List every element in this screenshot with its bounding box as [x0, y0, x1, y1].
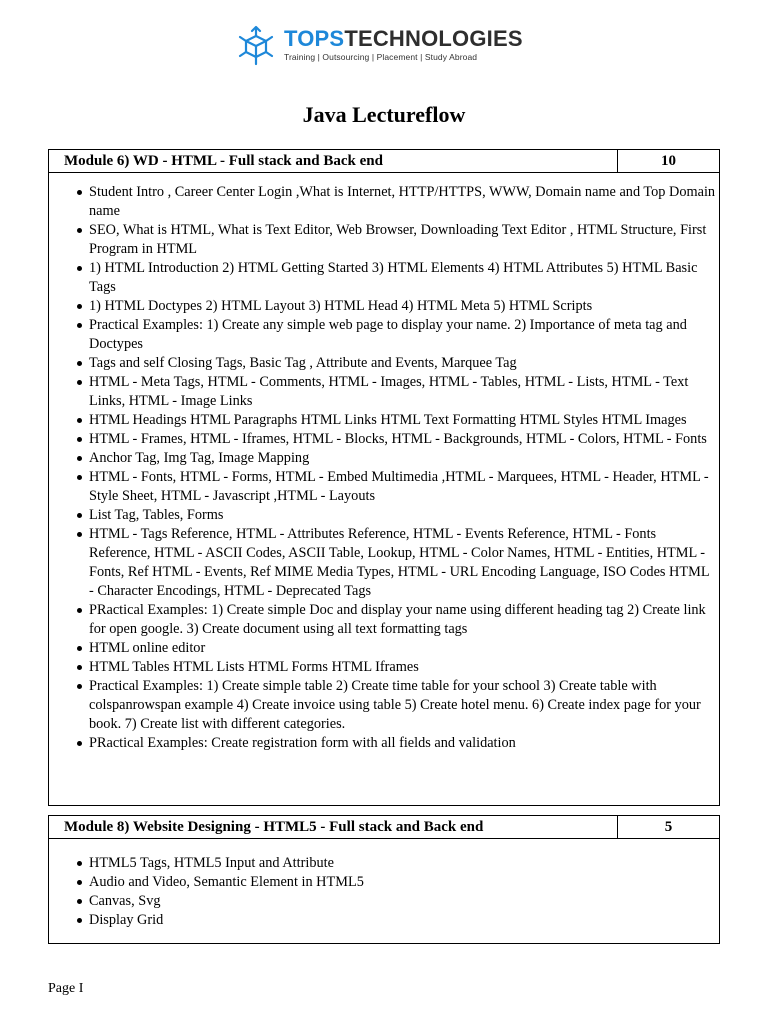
- brand-tagline: Training | Outsourcing | Placement | Study Abroad: [284, 52, 478, 62]
- module-6-table: [48, 149, 720, 806]
- company-header: [236, 24, 536, 70]
- list-item: HTML - Fonts, HTML - Forms, HTML - Embed Multimedia ,HTML - Marquees, HTML - Header, HTML - Style Sheet, HTML - Javascript ,HTML - Layouts: [89, 468, 719, 506]
- module-hours: 10: [661, 153, 676, 169]
- list-item: Practical Examples: 1) Create any simple web page to display your name. 2) Importance of meta tag and Doctypes: [89, 316, 719, 354]
- document-title: Java Lectureflow: [302, 102, 466, 127]
- list-item: Student Intro , Career Center Login ,What is Internet, HTTP/HTTPS, WWW, Domain name and Top Domain name: [89, 183, 719, 221]
- list-item: PRactical Examples: 1) Create simple Doc and display your name using different heading tag 2) Create link for open google. 3) Create document using all text formatting tags: [89, 601, 719, 639]
- list-item: PRactical Examples: Create registration form with all fields and validation: [89, 734, 719, 753]
- module-hours: 5: [664, 819, 673, 835]
- cube-network-icon: [236, 24, 276, 68]
- list-item: List Tag, Tables, Forms: [89, 506, 719, 525]
- module-8-table: [48, 815, 720, 944]
- list-item: SEO, What is HTML, What is Text Editor, Web Browser, Downloading Text Editor , HTML Structure, First Program in HTML: [89, 221, 719, 259]
- list-item: Practical Examples: 1) Create simple table 2) Create time table for your school 3) Create table with colspanrowspan example 4) Create invoice using table 5) Create hotel menu. 6) Create index page for your book. 7) Create list with different categories.: [89, 677, 719, 734]
- list-item: HTML - Tags Reference, HTML - Attributes Reference, HTML - Events Reference, HTML - Fonts Reference, HTML - ASCII Codes, ASCII Table, Lookup, HTML - Color Names, HTML - Entities, HTML - Fonts, Ref HTML - Events, Ref MIME Media Types, HTML - URL Encoding Language, ISO Codes HTML - Character Encodings, HTML - Deprecated Tags: [89, 525, 719, 601]
- list-item: 1) HTML Introduction 2) HTML Getting Started 3) HTML Elements 4) HTML Attributes 5) HTML Basic Tags: [89, 259, 719, 297]
- list-item: HTML5 Tags, HTML5 Input and Attribute: [89, 854, 719, 873]
- list-item: Tags and self Closing Tags, Basic Tag , Attribute and Events, Marquee Tag: [89, 354, 719, 373]
- list-item: Display Grid: [89, 911, 719, 930]
- list-item: HTML Headings HTML Paragraphs HTML Links HTML Text Formatting HTML Styles HTML Images: [89, 411, 719, 430]
- module-header-row: [49, 816, 719, 839]
- module-title: Module 8) Website Designing - HTML5 - Full stack and Back end: [49, 816, 618, 838]
- page-number: Page I: [48, 981, 84, 996]
- module-topic-list: [49, 854, 719, 930]
- list-item: Anchor Tag, Img Tag, Image Mapping: [89, 449, 719, 468]
- list-item: HTML - Frames, HTML - Iframes, HTML - Blocks, HTML - Backgrounds, HTML - Colors, HTML - Fonts: [89, 430, 719, 449]
- list-item: Audio and Video, Semantic Element in HTML5: [89, 873, 719, 892]
- list-item: 1) HTML Doctypes 2) HTML Layout 3) HTML Head 4) HTML Meta 5) HTML Scripts: [89, 297, 719, 316]
- module-header-row: [49, 150, 719, 173]
- list-item: HTML Tables HTML Lists HTML Forms HTML Iframes: [89, 658, 719, 677]
- brand-name-technologies: TECHNOLOGIES: [344, 26, 523, 51]
- module-topic-list: [49, 183, 719, 753]
- list-item: Canvas, Svg: [89, 892, 719, 911]
- module-title: Module 6) WD - HTML - Full stack and Back end: [49, 150, 618, 172]
- brand-name: [284, 26, 523, 52]
- list-item: HTML - Meta Tags, HTML - Comments, HTML - Images, HTML - Tables, HTML - Lists, HTML - Text Links, HTML - Image Links: [89, 373, 719, 411]
- list-item: HTML online editor: [89, 639, 719, 658]
- brand-name-tops: TOPS: [284, 26, 345, 51]
